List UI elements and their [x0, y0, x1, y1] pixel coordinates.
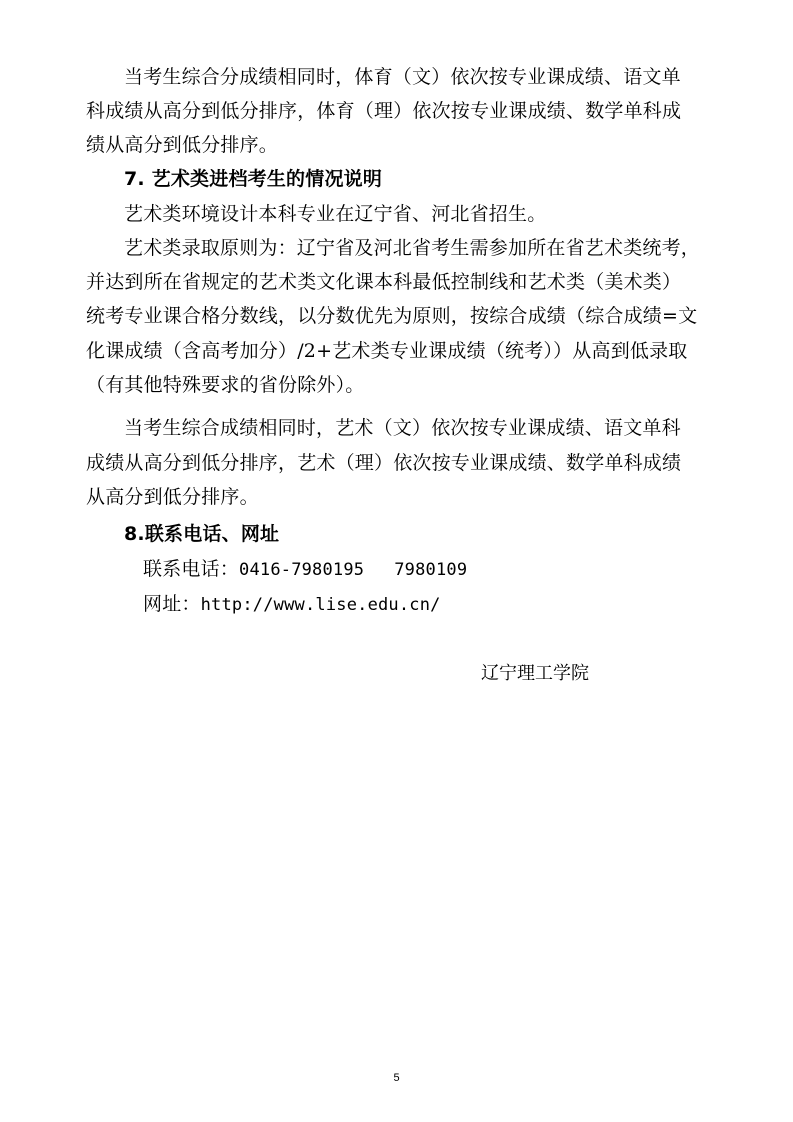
- paragraph-line: 从高分到低分排序。: [86, 486, 259, 508]
- contact-url-row: [143, 589, 441, 620]
- contact-phone-row: [143, 554, 467, 585]
- phone-number-1: 0416-7980195: [239, 560, 365, 580]
- paragraph-line: 艺术类环境设计本科专业在辽宁省、河北省招生。: [124, 203, 547, 225]
- page-number: 5: [393, 1072, 400, 1084]
- paragraph-line: 科成绩从高分到低分排序，体育（理）依次按专业课成绩、数学单科成: [86, 100, 682, 122]
- website-link[interactable]: http://www.lise.edu.cn/: [200, 595, 441, 615]
- section-heading-7: 7. 艺术类进档考生的情况说明: [124, 168, 383, 190]
- phone-number-2: 7980109: [394, 560, 468, 580]
- paragraph-line: 统考专业课合格分数线，以分数优先为原则，按综合成绩（综合成绩=文: [86, 305, 698, 327]
- section-heading-8: 8.联系电话、网址: [124, 523, 280, 545]
- institution-signature: 辽宁理工学院: [481, 663, 589, 684]
- paragraph-line: 当考生综合成绩相同时，艺术（文）依次按专业课成绩、语文单科: [124, 417, 681, 439]
- paragraph-line: 成绩从高分到低分排序，艺术（理）依次按专业课成绩、数学单科成绩: [86, 452, 682, 474]
- paragraph-line: 化课成绩（含高考加分）/2+艺术类专业课成绩（统考））从高到低录取: [86, 340, 688, 362]
- paragraph-line: 当考生综合分成绩相同时，体育（文）依次按专业课成绩、语文单: [124, 66, 681, 88]
- paragraph-line: 绩从高分到低分排序。: [86, 134, 279, 156]
- url-label: 网址：: [143, 593, 201, 615]
- paragraph-line: 并达到所在省规定的艺术类文化课本科最低控制线和艺术类（美术类）: [86, 271, 682, 293]
- phone-label: 联系电话：: [143, 558, 240, 580]
- paragraph-line: 艺术类录取原则为：辽宁省及河北省考生需参加所在省艺术类统考，: [124, 237, 701, 259]
- paragraph-line: （有其他特殊要求的省份除外）。: [86, 374, 365, 396]
